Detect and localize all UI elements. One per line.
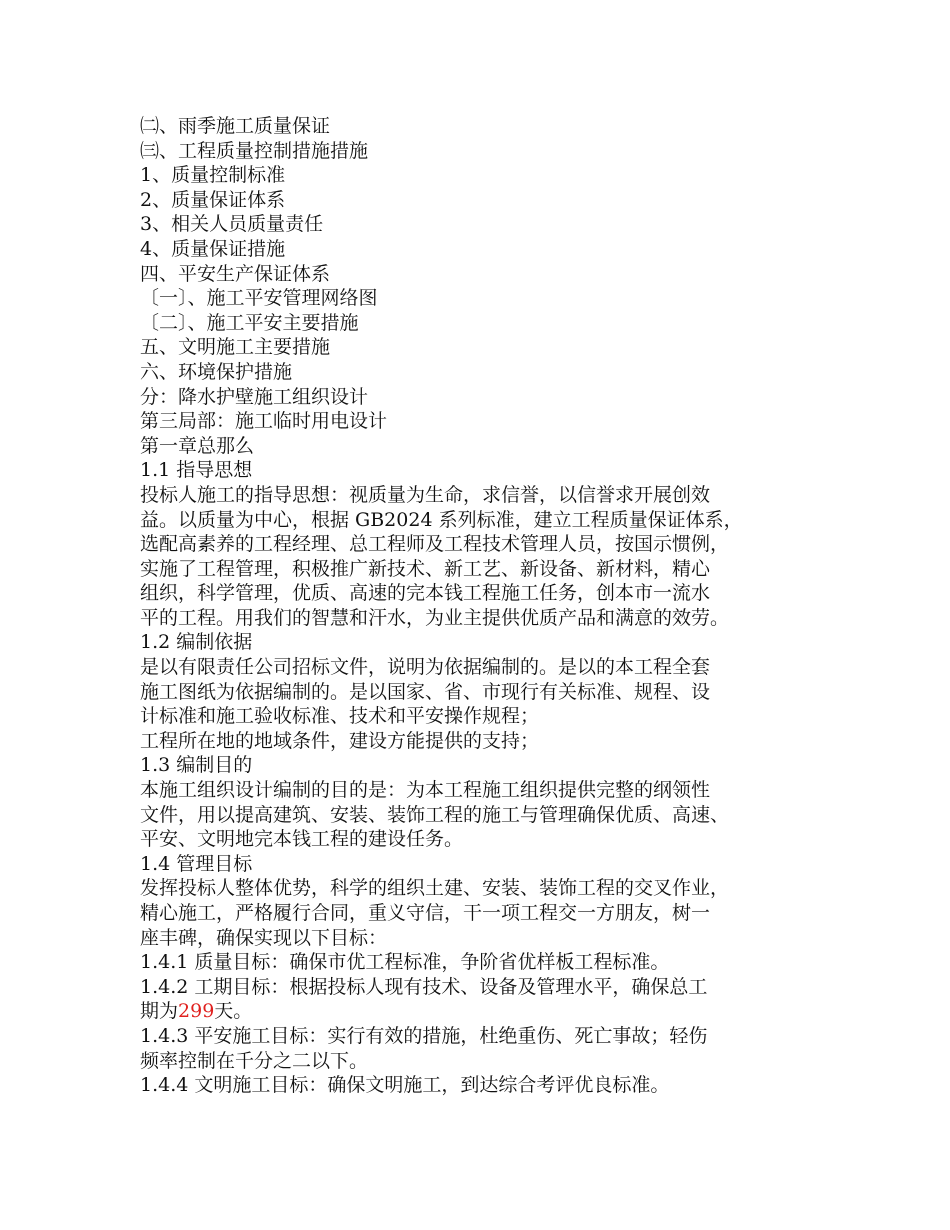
text-line: 第三局部：施工临时用电设计 [140, 410, 388, 433]
text-line: 4、质量保证措施 [140, 237, 286, 260]
duration-days: 299 [178, 1000, 215, 1023]
text-line: 座丰碑，确保实现以下目标： [140, 926, 388, 949]
text-line: 五、文明施工主要措施 [140, 336, 331, 359]
text-line: 〔二〕、施工平安主要措施 [140, 311, 359, 334]
text-line: 选配高素养的工程经理、总工程师及工程技术管理人员，按国示惯例， [140, 533, 730, 556]
document-tail-lines [140, 1024, 830, 1098]
text-line: 1.2 编制依据 [140, 631, 253, 654]
text-line: 投标人施工的指导思想：视质量为生命，求信誉，以信誉求开展创效 [140, 483, 711, 506]
text-line: 本施工组织设计编制的目的是：为本工程施工组织提供完整的纲领性 [140, 779, 711, 802]
text-line: 平安、文明地完本钱工程的建设任务。 [140, 828, 464, 851]
text-line: 频率控制在千分之二以下。 [140, 1049, 369, 1072]
text-line: 1.4.4 文明施工目标：确保文明施工，到达综合考评优良标准。 [140, 1074, 670, 1097]
text-line: ㈢、工程质量控制措施措施 [140, 139, 369, 162]
text-line: 第一章总那么 [140, 434, 255, 457]
document-body [140, 114, 830, 1098]
text-line: 发挥投标人整体优势，科学的组织土建、安装、装饰工程的交叉作业， [140, 877, 730, 900]
text-line: 3、相关人员质量责任 [140, 213, 324, 236]
text-line: 工程所在地的地域条件，建设方能提供的支持； [140, 729, 540, 752]
text-line: 分：降水护壁施工组织设计 [140, 385, 369, 408]
text-line: 精心施工，严格履行合同，重义守信，干一项工程交一方朋友，树一 [140, 902, 711, 924]
text-line: 四、平安生产保证体系 [140, 262, 331, 285]
text-line: 施工图纸为依据编制的。是以国家、省、市现行有关标准、规程、设 [140, 680, 711, 703]
text-line: 〔一〕、施工平安管理网络图 [140, 287, 378, 310]
text-line: 1.4.3 平安施工目标：实行有效的措施，杜绝重伤、死亡事故；轻伤 [140, 1024, 708, 1047]
text-line: 1.4.2 工期目标：根据投标人现有技术、设备及管理水平，确保总工 [140, 975, 708, 998]
document-lines [140, 114, 830, 999]
text-line: 计标准和施工验收标准、技术和平安操作规程； [140, 705, 540, 728]
text-line: 1、质量控制标准 [140, 164, 286, 187]
text-line: 组织，科学管理，优质、高速的完本钱工程施工任务，创本市一流水 [140, 582, 711, 605]
text-line: 2、质量保证体系 [140, 188, 286, 211]
text-line: 1.4.1 质量目标：确保市优工程标准，争阶省优样板工程标准。 [140, 951, 670, 974]
duration-prefix: 期为 [140, 1000, 179, 1023]
text-line: 实施了工程管理，积极推广新技术、新工艺、新设备、新材料，精心 [140, 557, 711, 580]
text-line: ㈡、雨季施工质量保证 [140, 115, 331, 137]
text-line: 六、环境保护措施 [140, 360, 293, 383]
text-line: 1.4 管理目标 [140, 852, 253, 875]
text-line: 平的工程。用我们的智慧和汗水，为业主提供优质产品和满意的效劳。 [140, 606, 730, 629]
duration-line [140, 999, 830, 1024]
text-line: 是以有限责任公司招标文件，说明为依据编制的。是以的本工程全套 [140, 656, 711, 679]
duration-suffix: 天。 [214, 1000, 253, 1023]
text-line: 益。以质量为中心，根据 GB2024 系列标准，建立工程质量保证体系， [140, 508, 743, 531]
text-line: 文件，用以提高建筑、安装、装饰工程的施工与管理确保优质、高速、 [140, 803, 730, 826]
text-line: 1.1 指导思想 [140, 459, 253, 482]
text-line: 1.3 编制目的 [140, 754, 253, 777]
